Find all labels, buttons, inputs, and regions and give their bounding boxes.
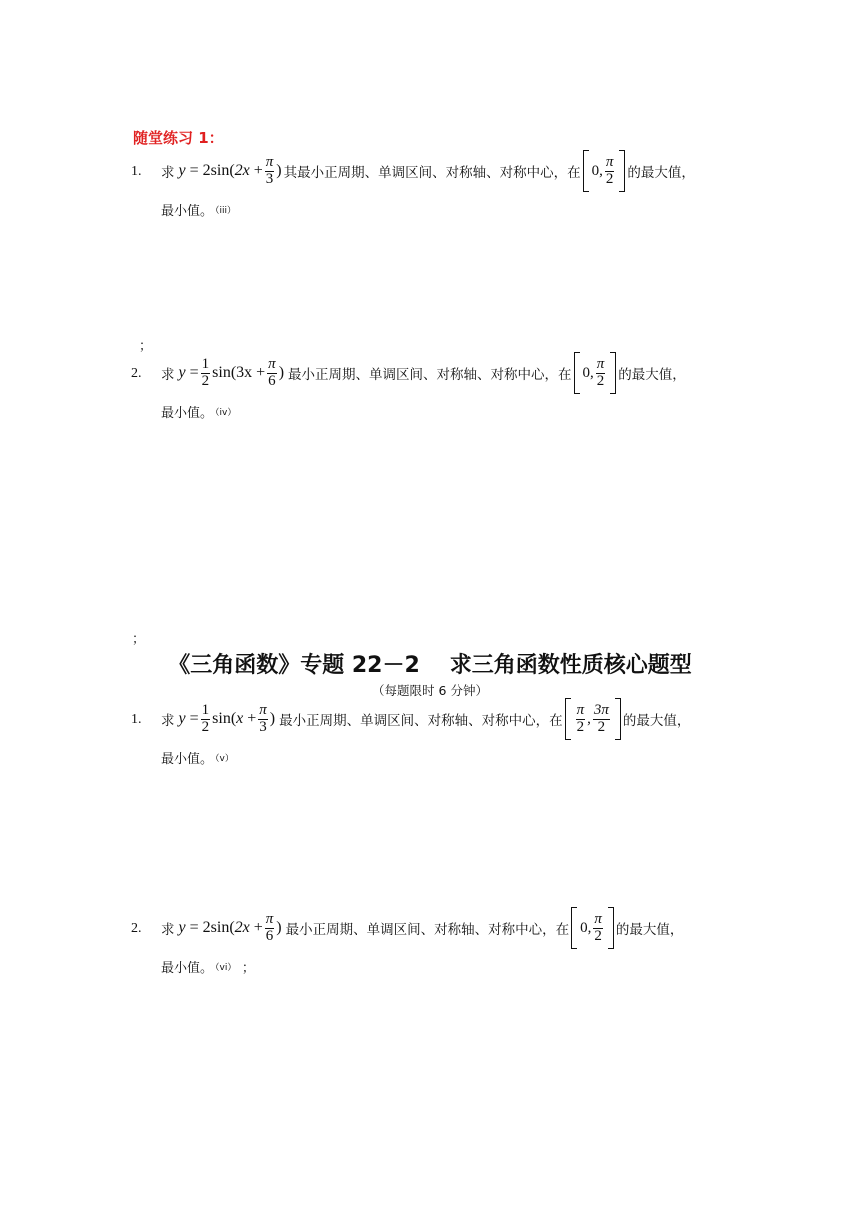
coef-fraction: $\frac{1}{2}$	[201, 355, 210, 389]
interval-bracket: 0, $\frac{\pi}{2}$	[574, 352, 617, 394]
footnote-ref: （v）	[215, 754, 234, 764]
problem-number: 2.	[131, 921, 142, 936]
semicolon: ；	[139, 339, 153, 354]
problem-statement: 求 y = 2sin(2x + $\frac{\pi}{6}$ ) 最小正周期、单调区间、对称轴、对称中心，在 0, $\frac{\pi}{2}$ 的最大值，	[161, 905, 683, 951]
phase-fraction: $\frac{\pi}{3}$	[259, 701, 267, 735]
interval-bracket: 0, $\frac{\pi}{2}$	[583, 150, 626, 192]
problem-line2: 最小值。 （vi） ；	[161, 961, 255, 976]
problem-statement: 求 y = $\frac{1}{2}$ sin(x + $\frac{\pi}{3}$ ) 最小正周期、单调区间、对称轴、对称中心，在 $\frac{\pi}{2}$ , $\frac{3\pi}{2}$ 的最大值，	[161, 696, 690, 742]
footnote-ref: （iii）	[215, 206, 237, 216]
problem-number: 1.	[131, 164, 142, 179]
section-heading: 随堂练习 1：	[133, 129, 224, 147]
problem-b1	[0, 696, 860, 766]
problem-line2: 最小值。 （iv）	[161, 406, 237, 421]
problem-a1	[0, 148, 860, 218]
problem-number: 1.	[131, 712, 142, 727]
semicolon: ；	[132, 632, 146, 647]
coef-fraction: $\frac{1}{2}$	[201, 701, 210, 735]
phase-fraction: $\frac{\pi}{6}$	[268, 355, 276, 389]
problem-statement: 求 y = 2sin(2x + $\frac{\pi}{3}$ ) 其最小正周期、单调区间、对称轴、对称中心，在 0, $\frac{\pi}{2}$ 的最大值，	[161, 148, 695, 194]
problem-line2: 最小值。 （v）	[161, 752, 234, 767]
function-expression: y = 2sin(2x +	[178, 162, 263, 179]
problem-b2	[0, 905, 860, 975]
phase-fraction: $\frac{\pi}{6}$	[265, 910, 274, 944]
problem-line2: 最小值。 （iii）	[161, 204, 237, 219]
problem-number: 2.	[131, 366, 142, 381]
problem-statement: 求 y = $\frac{1}{2}$ sin(3x + $\frac{\pi}{6}$ ) 最小正周期、单调区间、对称轴、对称中心，在 0, $\frac{\pi}{2}$ 的最大值，	[161, 350, 686, 396]
problem-a2	[0, 350, 860, 420]
footnote-ref: （vi）	[215, 963, 232, 973]
subtitle: （每题限时 6 分钟）	[372, 683, 488, 698]
page-title: 《三角函数》专题 22－2 求三角函数性质核心题型	[168, 653, 692, 678]
interval-bracket: 0, $\frac{\pi}{2}$	[571, 907, 614, 949]
semicolon: ；	[241, 961, 255, 976]
phase-fraction: $\frac{\pi}{3}$	[265, 153, 274, 187]
interval-bracket: $\frac{\pi}{2}$ , $\frac{3\pi}{2}$	[565, 698, 621, 740]
footnote-ref: （iv）	[215, 408, 237, 418]
